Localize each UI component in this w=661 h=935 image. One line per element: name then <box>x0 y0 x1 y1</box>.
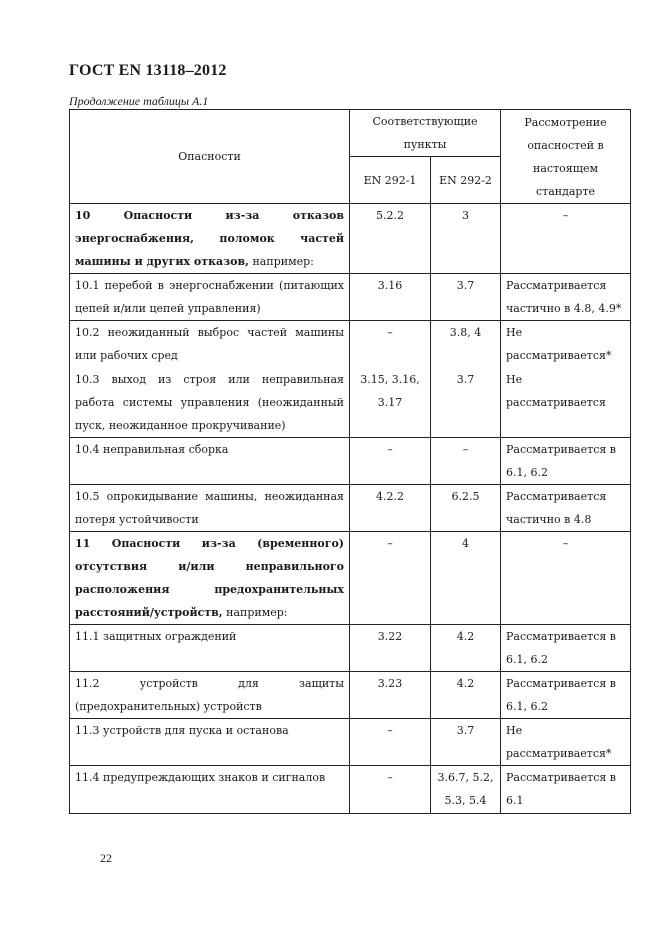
en292-2-cell: 4.2 <box>431 625 501 672</box>
table-row <box>70 625 631 672</box>
hazard-group-tail: например: <box>252 255 314 268</box>
hazard-group-title: 10 Опасности из-за отказов энергоснабжения, поломок частей машины и других отказов, <box>75 209 344 268</box>
status-cell: Рассматривается в 6.1 <box>501 766 631 814</box>
table-row <box>70 321 631 368</box>
en292-2-cell: 4.2 <box>431 672 501 719</box>
status-cell: Не рассматривается* <box>501 321 631 368</box>
en292-2-cell: 3.7 <box>431 274 501 321</box>
en292-2-cell: 3.7 <box>431 719 501 766</box>
hazard-cell: 11.3 устройств для пуска и останова <box>70 719 350 766</box>
hazard-cell <box>70 532 350 625</box>
column-header-en292-2: EN 292-2 <box>431 157 501 204</box>
table-row <box>70 532 631 625</box>
status-cell: – <box>501 532 631 625</box>
table-row <box>70 485 631 532</box>
en292-2-cell: 6.2.5 <box>431 485 501 532</box>
hazard-cell <box>70 204 350 274</box>
table-row <box>70 672 631 719</box>
table-row <box>70 719 631 766</box>
table-row <box>70 438 631 485</box>
en292-1-cell: 4.2.2 <box>350 485 431 532</box>
table-row <box>70 766 631 814</box>
en292-1-cell: – <box>350 719 431 766</box>
hazard-cell: 10.4 неправильная сборка <box>70 438 350 485</box>
table-caption: Продолжение таблицы А.1 <box>69 94 209 108</box>
page-number: 22 <box>100 851 112 865</box>
en292-2-cell: 3 <box>431 204 501 274</box>
hazards-table <box>69 109 631 814</box>
en292-1-cell: 3.16 <box>350 274 431 321</box>
en292-1-cell: – <box>350 766 431 814</box>
hazard-cell: 10.1 перебой в энергоснабжении (питающих цепей и/или цепей управления) <box>70 274 350 321</box>
status-cell: Рассматривается в 6.1, 6.2 <box>501 438 631 485</box>
status-cell: Рассматривается частично в 4.8, 4.9* <box>501 274 631 321</box>
en292-1-cell: 3.15, 3.16, 3.17 <box>350 368 431 438</box>
en292-1-cell: 3.23 <box>350 672 431 719</box>
en292-1-cell: 5.2.2 <box>350 204 431 274</box>
en292-1-cell: – <box>350 532 431 625</box>
column-header-clauses: Соответствующие пункты <box>350 110 501 157</box>
hazard-group-title: 11 Опасности из-за (временного) отсутствия и/или неправильного расположения предохранительных расстояний/устройств, <box>75 537 344 619</box>
en292-1-cell: – <box>350 438 431 485</box>
column-header-hazards: Опасности <box>70 110 350 204</box>
document-title: ГОСТ EN 13118–2012 <box>69 62 227 79</box>
table-row <box>70 204 631 274</box>
en292-1-cell: 3.22 <box>350 625 431 672</box>
status-cell: Не рассматривается* <box>501 719 631 766</box>
hazard-cell: 11.4 предупреждающих знаков и сигналов <box>70 766 350 814</box>
en292-2-cell: 3.8, 4 <box>431 321 501 368</box>
hazard-cell: 11.2 устройств для защиты (предохранительных) устройств <box>70 672 350 719</box>
status-cell: – <box>501 204 631 274</box>
en292-2-cell: 3.6.7, 5.2, 5.3, 5.4 <box>431 766 501 814</box>
en292-2-cell: – <box>431 438 501 485</box>
table-row <box>70 274 631 321</box>
hazard-group-tail: например: <box>226 606 288 619</box>
en292-2-cell: 4 <box>431 532 501 625</box>
hazard-cell: 10.3 выход из строя или неправильная работа системы управления (неожиданный пуск, неожиданное прокручивание) <box>70 368 350 438</box>
status-cell: Рассматривается в 6.1, 6.2 <box>501 672 631 719</box>
hazard-cell: 10.2 неожиданный выброс частей машины или рабочих сред <box>70 321 350 368</box>
hazard-cell: 10.5 опрокидывание машины, неожиданная потеря устойчивости <box>70 485 350 532</box>
status-cell: Не рассматривается <box>501 368 631 438</box>
en292-2-cell: 3.7 <box>431 368 501 438</box>
status-cell: Рассматривается в 6.1, 6.2 <box>501 625 631 672</box>
column-header-consideration: Рассмотрение опасностей в настоящем стандарте <box>501 110 631 204</box>
status-cell: Рассматривается частично в 4.8 <box>501 485 631 532</box>
table-row <box>70 368 631 438</box>
en292-1-cell: – <box>350 321 431 368</box>
column-header-en292-1: EN 292-1 <box>350 157 431 204</box>
hazard-cell: 11.1 защитных ограждений <box>70 625 350 672</box>
